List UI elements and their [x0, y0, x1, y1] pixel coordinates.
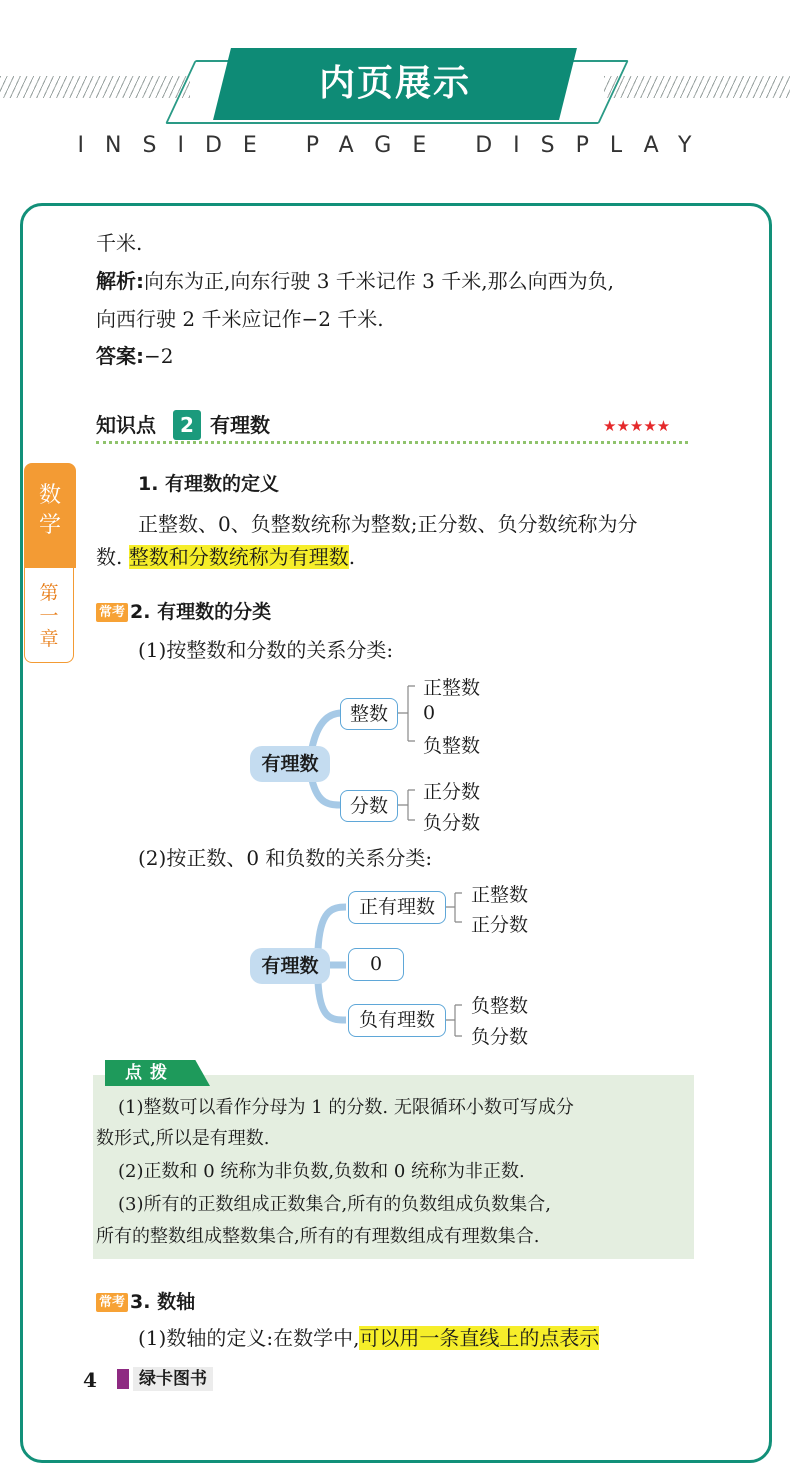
sec1-line-1: 正整数、0、负整数统称为整数;正分数、负分数统称为分 [138, 512, 638, 536]
importance-stars: ★★★★★ [603, 417, 671, 435]
tip-line: 数形式,所以是有理数. [96, 1128, 270, 1149]
tip-line: (3)所有的正数组成正数集合,所有的负数组成负数集合, [118, 1194, 551, 1215]
brand-logo-icon [117, 1369, 129, 1389]
page-title: 内页展示 [318, 63, 471, 104]
sec1-period: . [348, 545, 356, 569]
diagram2-branch-positive: 正有理数 [348, 891, 446, 924]
subject-char: 数 [38, 483, 61, 508]
knowledge-title: 有理数 [210, 413, 270, 437]
analysis-label: 解析: [96, 269, 144, 293]
diagram2-leaf: 负整数 [471, 995, 529, 1017]
chapter-char: 一 [39, 605, 59, 627]
knowledge-number: 2 [173, 410, 201, 440]
diagram1-root: 有理数 [250, 746, 330, 782]
sec3-text: (1)数轴的定义:在数学中, [138, 1326, 360, 1350]
diagram2-leaf: 负分数 [471, 1026, 529, 1048]
sec1-text: 数. [96, 545, 123, 569]
frequent-badge: 常考 [96, 603, 128, 622]
diagram1-leaf: 负分数 [423, 812, 481, 834]
answer-value: −2 [144, 344, 174, 368]
number-line-highlight: 可以用一条直线上的点表示 [359, 1326, 600, 1350]
analysis-line-2: 向西行驶 2 千米应记作−2 千米. [96, 307, 384, 331]
sec2-sub2: (2)按正数、0 和负数的关系分类: [138, 846, 433, 870]
brand-name: 绿卡图书 [133, 1367, 213, 1391]
analysis-text: 向东为正,向东行驶 3 千米记作 3 千米,那么向西为负, [144, 269, 614, 293]
tip-line: 所有的整数组成整数集合,所有的有理数组成有理数集合. [96, 1226, 540, 1247]
diagram2-branch-zero: 0 [348, 948, 404, 981]
sec2-sub1: (1)按整数和分数的关系分类: [138, 638, 394, 662]
page-number: 4 [83, 1368, 97, 1392]
subject-char: 学 [38, 513, 61, 538]
sec1-heading: 1. 有理数的定义 [138, 473, 280, 495]
diagram2-branch-negative: 负有理数 [348, 1004, 446, 1037]
diagram1-leaf: 正分数 [423, 781, 481, 803]
chapter-char: 章 [39, 628, 59, 650]
diagram1-leaf: 负整数 [423, 735, 481, 757]
tip-line: (2)正数和 0 统称为非负数,负数和 0 统称为非正数. [118, 1161, 525, 1182]
chapter-char: 第 [39, 582, 59, 604]
page-subtitle: INSIDE PAGE DISPLAY [77, 133, 713, 158]
sec3-heading: 3. 数轴 [130, 1291, 196, 1313]
diagram1-leaf: 0 [423, 702, 436, 724]
diagram1-branch-fraction: 分数 [340, 790, 398, 822]
sec3-heading-row [96, 1287, 195, 1317]
definition-highlight: 整数和分数统称为有理数 [128, 545, 349, 569]
diagram2-leaf: 正分数 [471, 914, 529, 936]
sec3-line-1 [138, 1323, 599, 1353]
diagram1-branch-integer: 整数 [340, 698, 398, 730]
diagram2-root: 有理数 [250, 948, 330, 984]
diagram1-leaf: 正整数 [423, 677, 481, 699]
tip-label: 点拨 [125, 1063, 175, 1083]
sec2-heading: 2. 有理数的分类 [130, 601, 272, 623]
tip-line: (1)整数可以看作分母为 1 的分数. 无限循环小数可写成分 [118, 1097, 574, 1118]
answer-label: 答案: [96, 344, 144, 368]
diagram2-leaf: 正整数 [471, 884, 529, 906]
frequent-badge: 常考 [96, 1293, 128, 1312]
knowledge-prefix: 知识点 [96, 413, 156, 437]
intro-line: 千米. [96, 231, 143, 255]
